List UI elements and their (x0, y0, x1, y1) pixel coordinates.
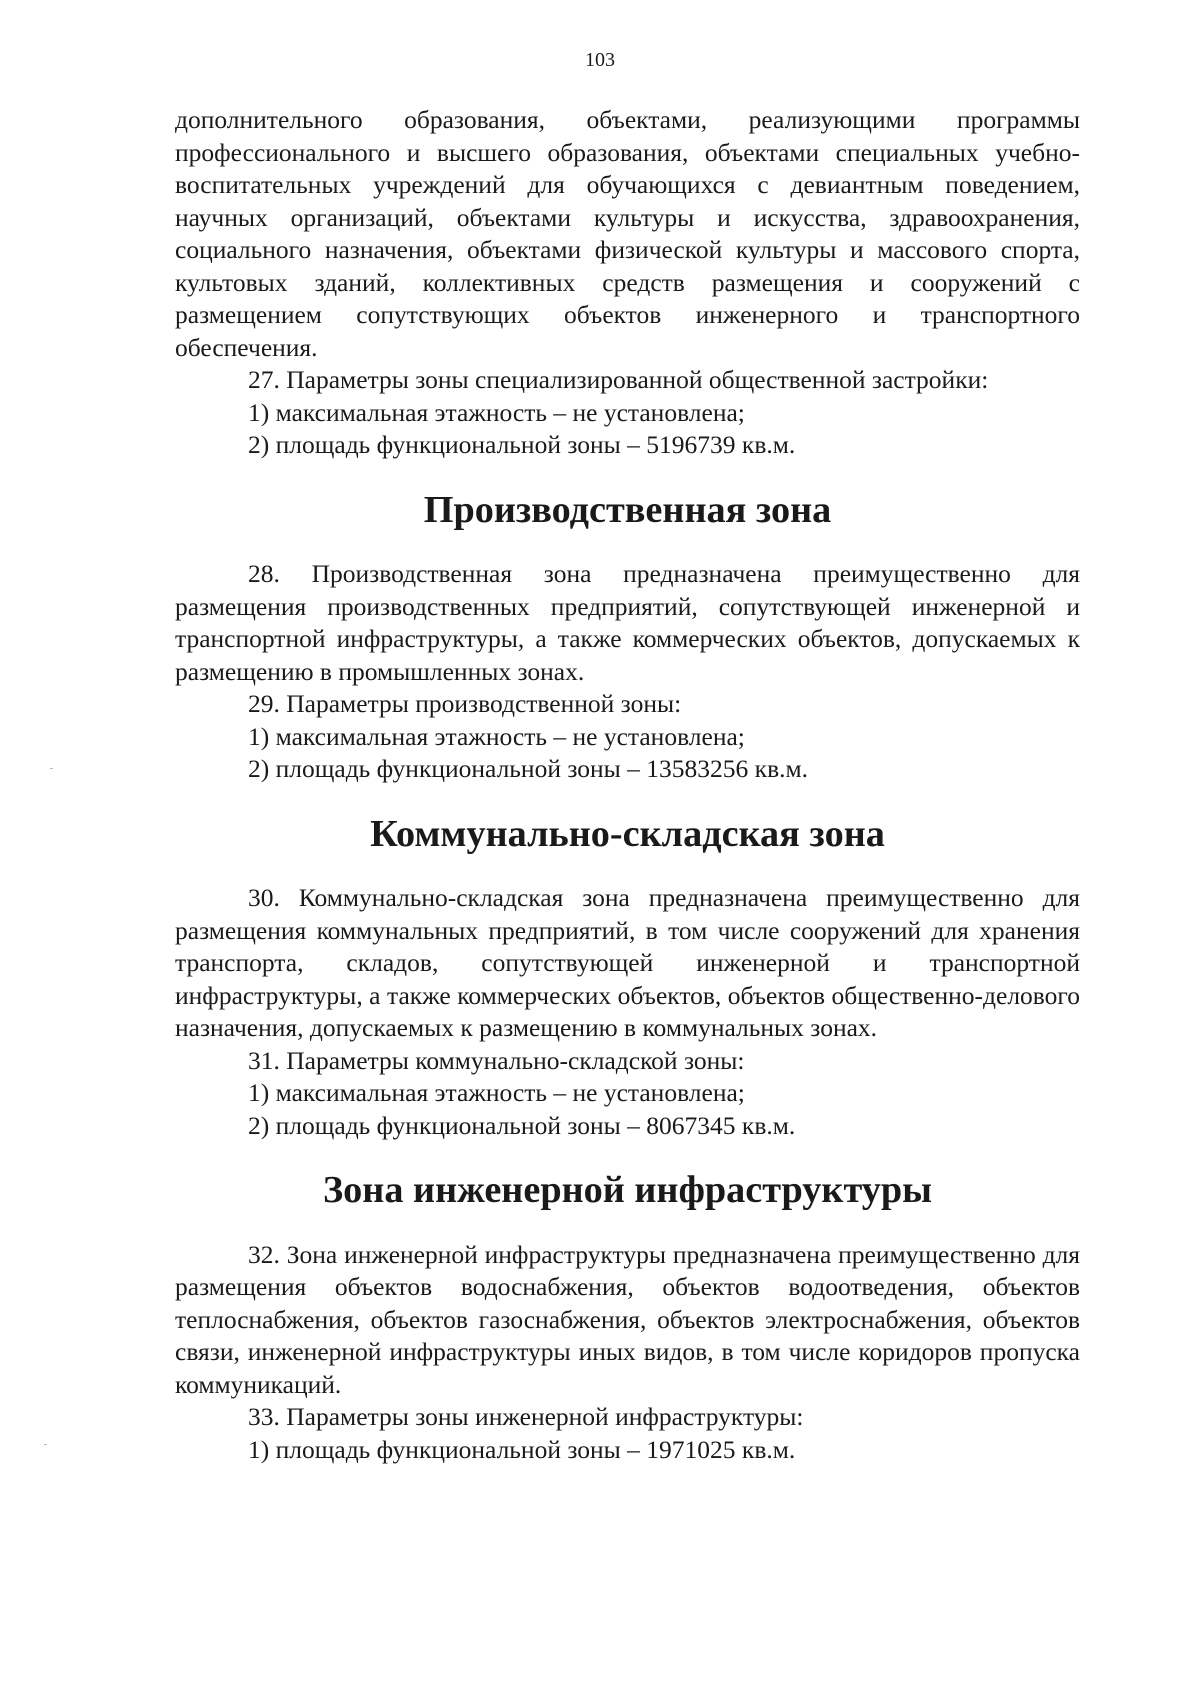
section-param-item: 2) площадь функциональной зоны – 13583256 кв.м. (248, 754, 808, 783)
section-paragraph-engineering-infrastructure: 32. Зона инженерной инфраструктуры предназначена преимущественно для размещения объектов водоснабжения, объектов водоотведения, объектов теплоснабжения, объектов газоснабжения, объектов электроснабжения, объектов связи, инженерной инфраструктуры иных видов, в том числе коридоров пропуска коммуникаций. (175, 1239, 1080, 1399)
intro-param-item: 2) площадь функциональной зоны – 5196739 кв.м. (248, 430, 796, 459)
page-content (175, 104, 1080, 1466)
section-heading-communal-storage: Коммунально-складская зона (370, 812, 885, 855)
section-param-item: 2) площадь функциональной зоны – 8067345 кв.м. (248, 1110, 796, 1140)
section-param-item: 1) максимальная этажность – не установлена; (248, 721, 745, 751)
section-heading-engineering-infrastructure: Зона инженерной инфраструктуры (322, 1169, 933, 1211)
section-paragraph-communal-storage: 30. Коммунально-складская зона предназначена преимущественно для размещения коммунальных предприятий, в том числе сооружений для хранения транспорта, складов, сопутствующей инженерной и транспортной инфраструктуры, а также коммерческих объектов, объектов общественно-делового назначения, допускаемых к размещению в коммунальных зонах. (175, 883, 1080, 1042)
intro-params-title: 27. Параметры зоны специализированной общественной застройки: (248, 365, 989, 394)
scan-artifact (44, 1444, 47, 1445)
section-params-title: 29. Параметры производственной зоны: (248, 689, 682, 718)
section-param-item: 1) площадь функциональной зоны – 1971025 кв.м. (248, 1434, 796, 1464)
section-params-title: 33. Параметры зоны инженерной инфраструктуры: (248, 1402, 804, 1431)
section-heading-production: Производственная зона (423, 488, 832, 531)
scan-artifact (50, 768, 53, 769)
section-paragraph-production: 28. Производственная зона предназначена преимущественно для размещения производственных предприятий, сопутствующей инженерной и транспортной инфраструктуры, а также коммерческих объектов, допускаемых к размещению в промышленных зонах. (175, 559, 1080, 686)
page-number: 103 (585, 49, 615, 71)
intro-paragraph: дополнительного образования, объектами, реализующими программы профессионального и высшего образования, объектами специальных учебно-воспитательных учреждений для обучающихся с девиантным поведением, научных организаций, объектами культуры и искусства, здравоохранения, социального назначения, объектами физической культуры и массового спорта, культовых зданий, коллективных средств размещения и сооружений с размещением сопутствующих объектов инженерного и транспортного обеспечения. (175, 105, 1080, 362)
section-params-title: 31. Параметры коммунально-складской зоны: (248, 1045, 745, 1075)
intro-param-item: 1) максимальная этажность – не установлена; (248, 397, 745, 427)
section-param-item: 1) максимальная этажность – не установлена; (248, 1078, 745, 1107)
